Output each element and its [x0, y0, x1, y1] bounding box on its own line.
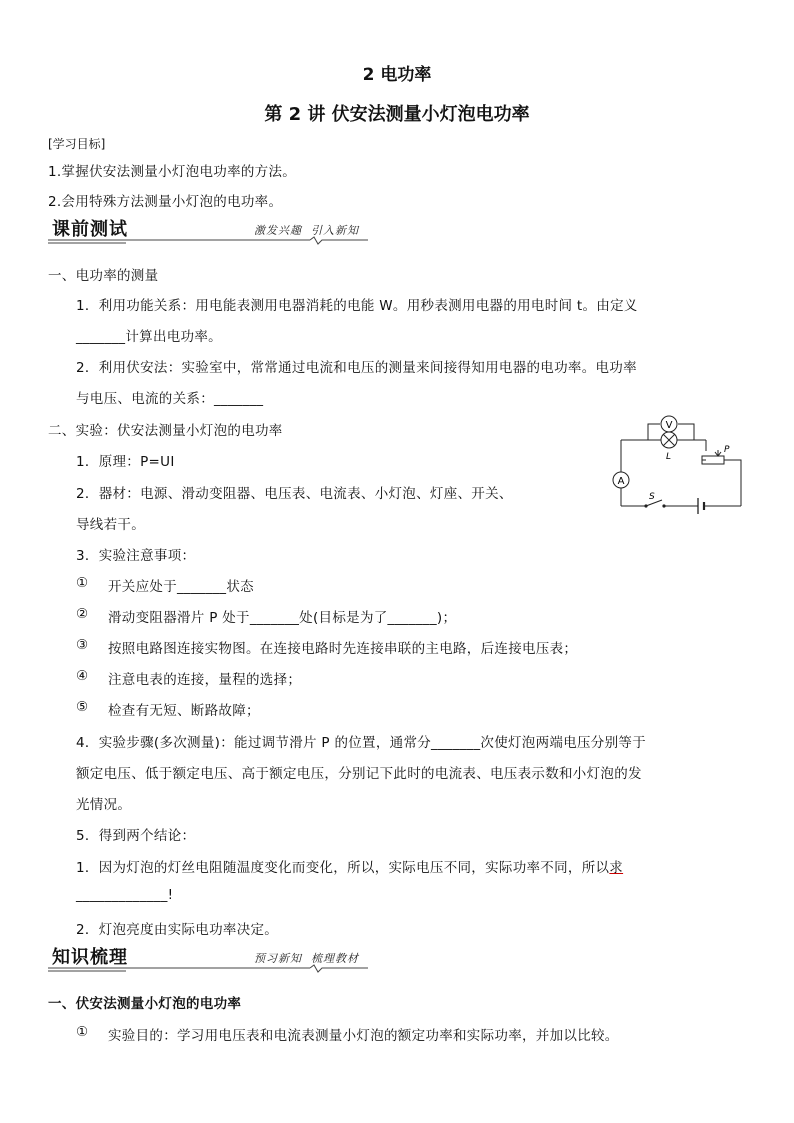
paragraph: 2．利用伏安法：实验室中，常常通过电流和电压的测量来间接得知用电器的电功率。电功率 [76, 360, 637, 376]
note-num: ⑤ [76, 699, 89, 715]
paragraph: 2．器材：电源、滑动变阻器、电压表、电流表、小灯泡、灯座、开关、 [76, 486, 513, 502]
item-text: 实验目的：学习用电压表和电流表测量小灯泡的额定功率和实际功率，并加以比较。 [108, 1028, 619, 1044]
objectives-heading: [学习目标] [48, 137, 106, 151]
paragraph: 与电压、电流的关系：_______ [76, 391, 264, 407]
section-divider [46, 964, 370, 974]
paragraph [76, 856, 623, 876]
paragraph: 导线若干。 [76, 517, 145, 533]
section-title-knowledge: 知识梳理 [52, 947, 128, 968]
conclusion-marked-char: 求 [609, 860, 624, 876]
note-text: 按照电路图连接实物图。在连接电路时先连接串联的主电路，后连接电压表； [108, 641, 578, 657]
lesson-title: 第 2 讲 伏安法测量小灯泡电功率 [264, 104, 530, 125]
note-num: ① [76, 575, 89, 591]
note-num: ③ [76, 637, 89, 653]
ammeter-label: A [617, 476, 625, 487]
conclusion-text: 1．因为灯泡的灯丝电阻随温度变化而变化，所以，实际电压不同，实际功率不同，所以 [76, 860, 610, 876]
slider-label: P [724, 445, 730, 455]
objective-item: 2.会用特殊方法测量小灯泡的电功率。 [48, 194, 283, 210]
paragraph: 光情况。 [76, 797, 132, 813]
section-tag-b: 梳理教材 [311, 952, 359, 965]
paragraph: 4．实验步骤(多次测量)：能过调节滑片 P 的位置，通常分_______次使灯泡两端电压分别等于 [76, 735, 646, 751]
paragraph: _____________! [76, 887, 174, 903]
note-text: 滑动变阻器滑片 P 处于_______处(目标是为了_______)； [108, 610, 457, 626]
note-text: 检查有无短、断路故障； [108, 703, 260, 719]
item-num: ① [76, 1024, 89, 1040]
paragraph: _______计算出电功率。 [76, 329, 222, 345]
section-divider [46, 236, 370, 246]
heading-experiment: 二、实验：伏安法测量小灯泡的电功率 [48, 423, 283, 439]
section-tag-a: 激发兴趣 [254, 224, 302, 237]
section-title-pretest: 课前测试 [52, 219, 128, 240]
section-tag-b: 引入新知 [311, 224, 359, 237]
paragraph: 2．灯泡亮度由实际电功率决定。 [76, 922, 279, 938]
note-num: ② [76, 606, 89, 622]
objective-item: 1.掌握伏安法测量小灯泡电功率的方法。 [48, 164, 297, 180]
note-num: ④ [76, 668, 89, 684]
note-text: 开关应处于_______状态 [108, 579, 254, 595]
lamp-label: L [666, 452, 672, 462]
heading-voltammetry: 一、伏安法测量小灯泡的电功率 [48, 996, 242, 1012]
chapter-title: 2 电功率 [362, 65, 432, 85]
note-text: 注意电表的连接，量程的选择； [108, 672, 302, 688]
switch-label: S [649, 492, 655, 502]
section-tag-a: 预习新知 [254, 952, 302, 965]
paragraph: 1．利用功能关系：用电能表测用电器消耗的电能 W。用秒表测用电器的用电时间 t。由定义 [76, 298, 638, 314]
paragraph: 1．原理：P=UI [76, 454, 175, 470]
paragraph: 5．得到两个结论： [76, 828, 196, 844]
paragraph: 额定电压、低于额定电压、高于额定电压，分别记下此时的电流表、电压表示数和小灯泡的发 [76, 766, 642, 782]
voltmeter-label: V [665, 420, 673, 431]
paragraph: 3．实验注意事项： [76, 548, 196, 564]
heading-measurement: 一、电功率的测量 [48, 268, 159, 284]
circuit-diagram [606, 414, 748, 518]
